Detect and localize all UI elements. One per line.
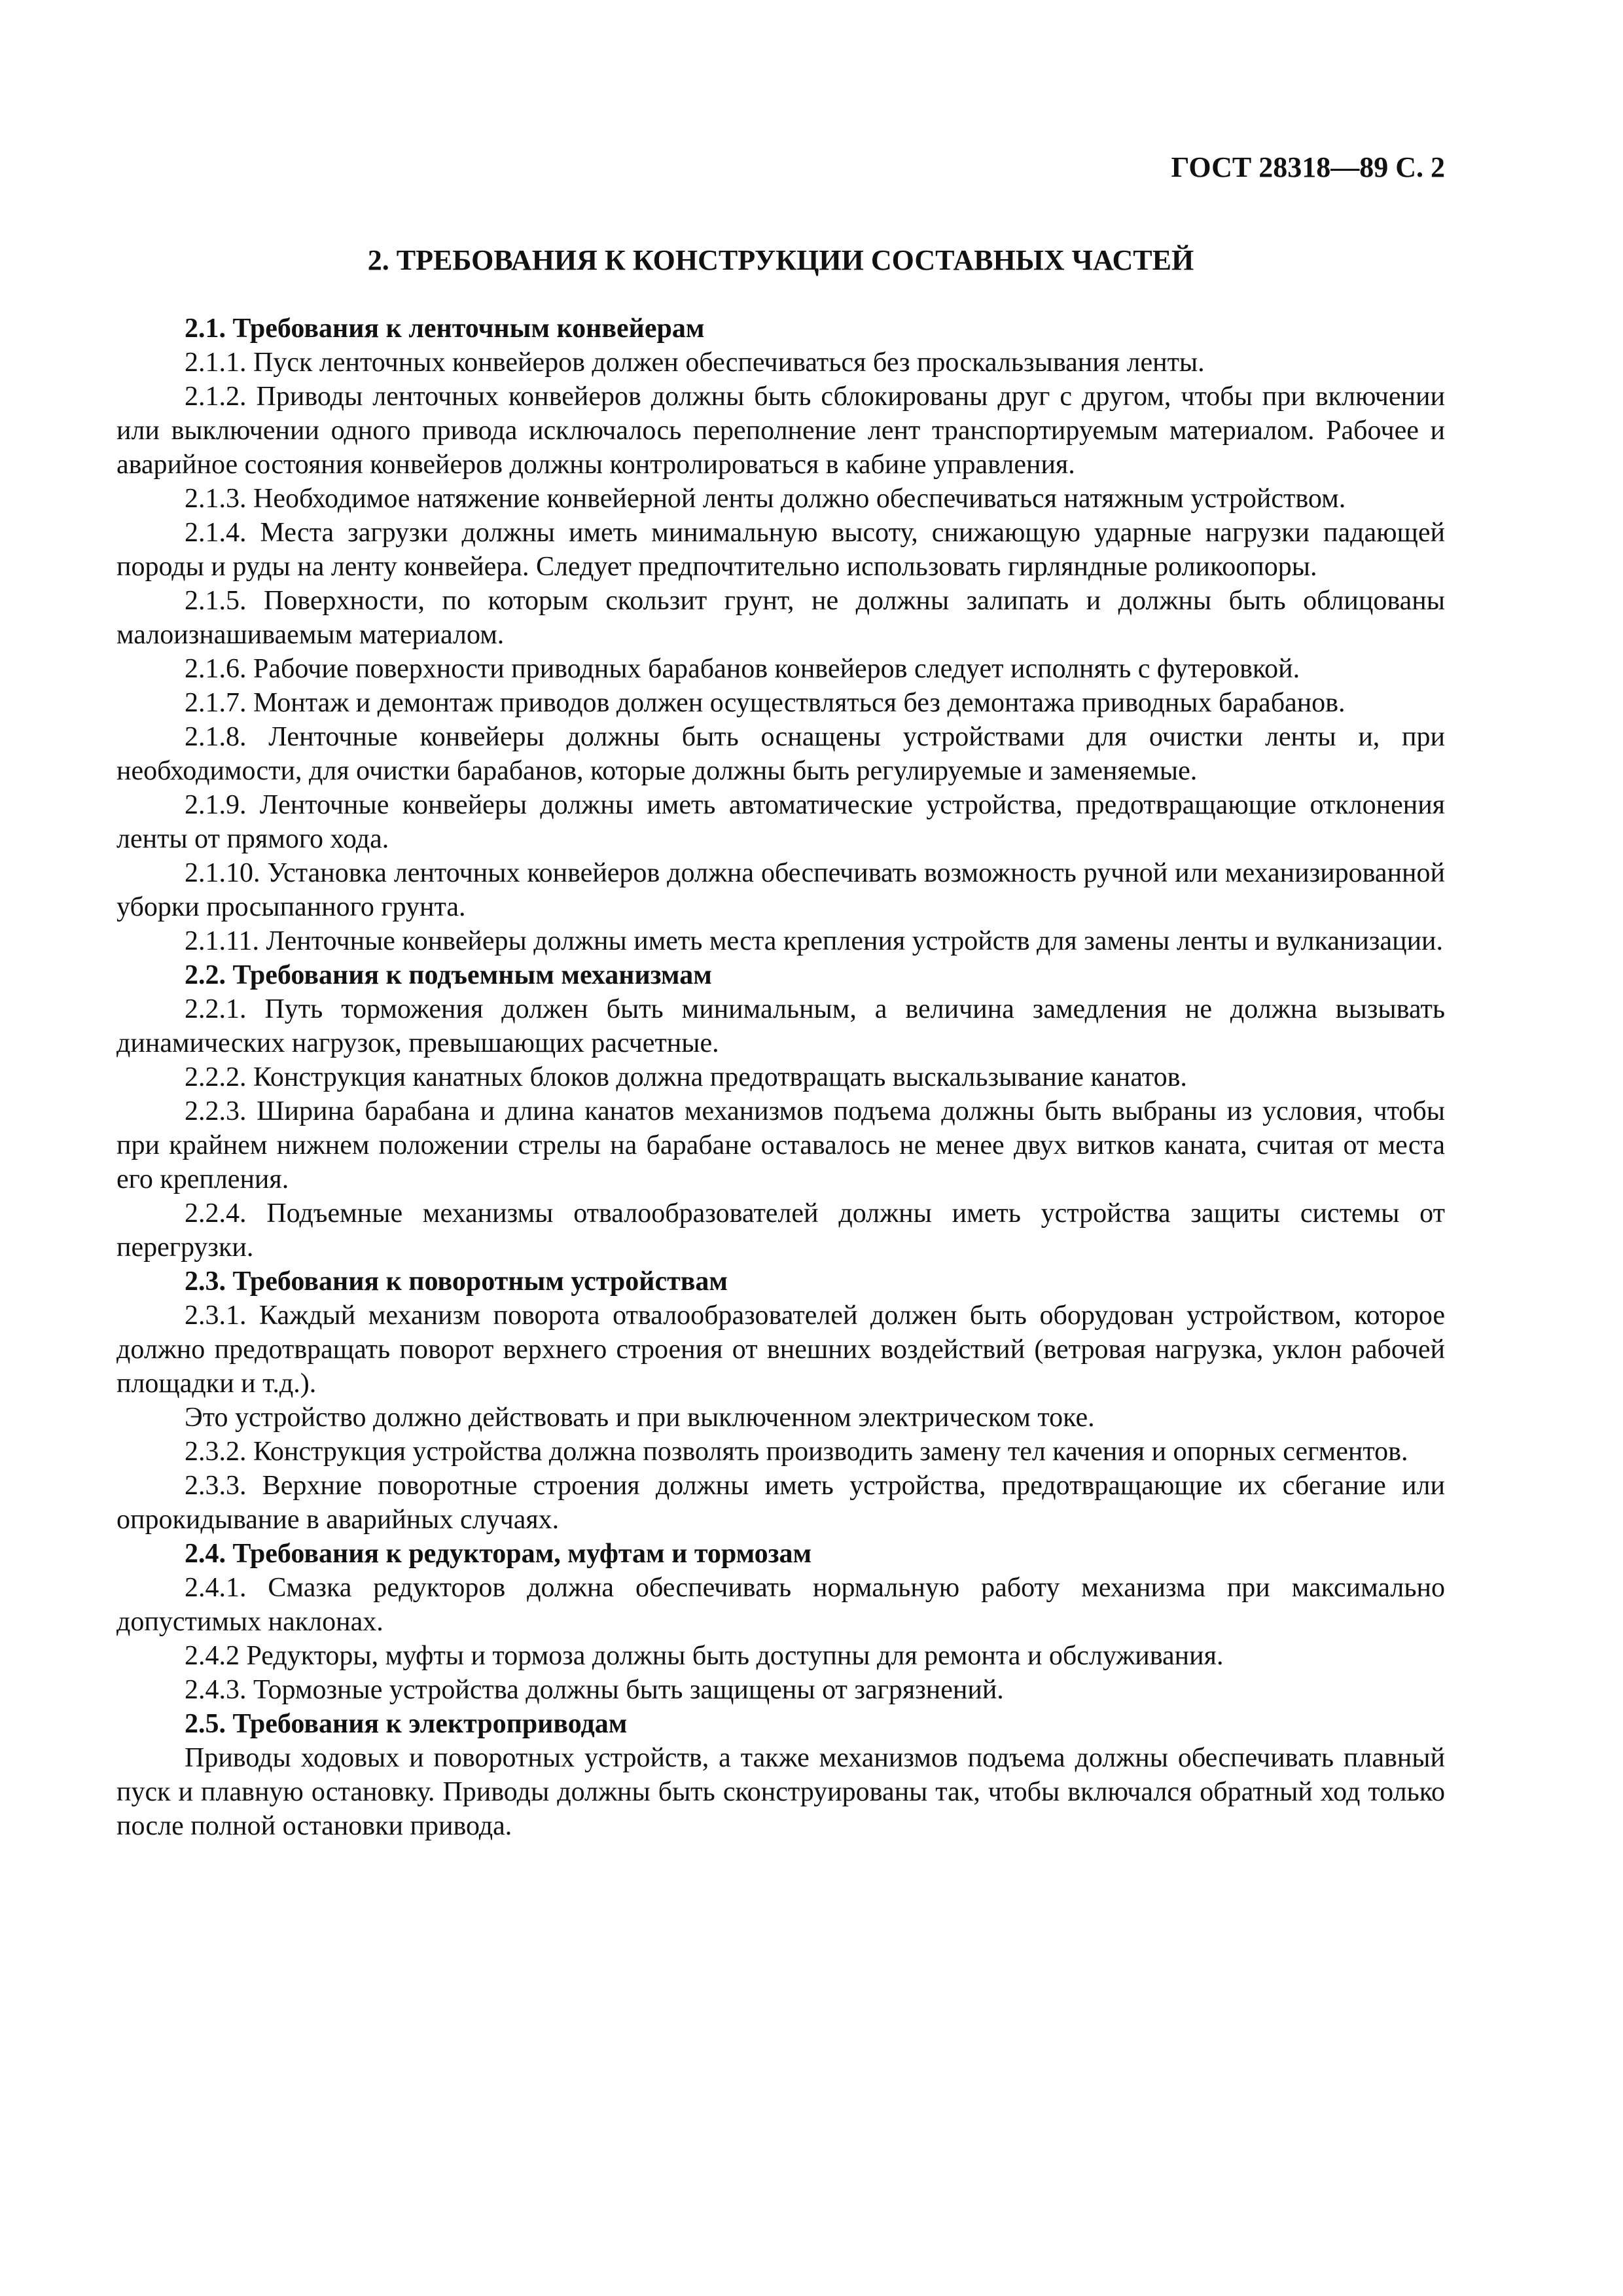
paragraph: 2.2.3. Ширина барабана и длина канатов механизмов подъема должны быть выбраны из условия, чтобы при крайнем нижнем положении стрелы на барабане оставалось не менее двух витков каната, считая от места его крепления. <box>116 1096 1445 1194</box>
section-title: 2. ТРЕБОВАНИЯ К КОНСТРУКЦИИ СОСТАВНЫХ ЧАСТЕЙ <box>367 244 1194 276</box>
subsection-heading: 2.3. Требования к поворотным устройствам <box>185 1266 728 1297</box>
paragraph: 2.3.2. Конструкция устройства должна позволять производить замену тел качения и опорных сегментов. <box>185 1437 1408 1467</box>
paragraph: Это устройство должно действовать и при выключенном электрическом токе. <box>185 1403 1095 1433</box>
paragraph: 2.1.7. Монтаж и демонтаж приводов должен осуществляться без демонтажа приводных барабанов. <box>185 688 1346 718</box>
paragraph: 2.4.1. Смазка редукторов должна обеспечивать нормальную работу механизма при максимально допустимых наклонах. <box>116 1573 1445 1637</box>
running-head: ГОСТ 28318—89 С. 2 <box>1171 151 1445 183</box>
subsection-heading: 2.5. Требования к электроприводам <box>185 1709 628 1739</box>
subsection-heading: 2.2. Требования к подъемным механизмам <box>185 960 712 990</box>
paragraph: 2.4.2 Редукторы, муфты и тормоза должны быть доступны для ремонта и обслуживания. <box>185 1641 1224 1671</box>
paragraph: 2.1.9. Ленточные конвейеры должны иметь автоматические устройства, предотвращающие отклонения ленты от прямого хода. <box>116 790 1445 854</box>
paragraph: 2.1.3. Необходимое натяжение конвейерной ленты должно обеспечиваться натяжным устройством. <box>185 484 1346 514</box>
paragraph: 2.1.5. Поверхности, по которым скользит грунт, не должны залипать и должны быть облицованы малоизнашиваемым материалом. <box>116 586 1445 650</box>
paragraph: 2.3.3. Верхние поворотные строения должны иметь устройства, предотвращающие их сбегание или опрокидывание в аварийных случаях. <box>116 1471 1445 1535</box>
subsection-heading: 2.1. Требования к ленточным конвейерам <box>185 314 705 344</box>
paragraph: 2.2.2. Конструкция канатных блоков должна предотвращать выскальзывание канатов. <box>185 1062 1187 1092</box>
paragraph: 2.1.10. Установка ленточных конвейеров должна обеспечивать возможность ручной или механизированной уборки просыпанного грунта. <box>116 858 1445 922</box>
paragraph: 2.1.8. Ленточные конвейеры должны быть оснащены устройствами для очистки ленты и, при необходимости, для очистки барабанов, которые должны быть регулируемые и заменяемые. <box>116 722 1445 786</box>
paragraph: 2.2.4. Подъемные механизмы отвалообразователей должны иметь устройства защиты системы от перегрузки. <box>116 1198 1445 1263</box>
paragraph: Приводы ходовых и поворотных устройств, а также механизмов подъема должны обеспечивать плавный пуск и плавную остановку. Приводы должны быть сконструированы так, чтобы включался обратный ход только после полной остановки привода. <box>116 1743 1445 1841</box>
paragraph: 2.1.2. Приводы ленточных конвейеров должны быть сблокированы друг с другом, чтобы при включении или выключении одного привода исключалось переполнение лент транспортируемым материалом. Рабочее и аварийное состояния конвейеров должны контролироваться в кабине управления. <box>116 382 1445 480</box>
paragraph: 2.1.4. Места загрузки должны иметь минимальную высоту, снижающую ударные нагрузки падающей породы и руды на ленту конвейера. Следует предпочтительно использовать гирляндные роликоопоры. <box>116 518 1445 582</box>
paragraph: 2.1.1. Пуск ленточных конвейеров должен обеспечиваться без проскальзывания ленты. <box>185 348 1205 378</box>
paragraph: 2.2.1. Путь торможения должен быть минимальным, а величина замедления не должна вызывать динамических нагрузок, превышающих расчетные. <box>116 994 1445 1058</box>
paragraph: 2.3.1. Каждый механизм поворота отвалообразователей должен быть оборудован устройством, которое должно предотвращать поворот верхнего строения от внешних воздействий (ветровая нагрузка, уклон рабочей площадки и т.д.). <box>116 1300 1445 1399</box>
document-page <box>116 151 1445 1843</box>
paragraph: 2.4.3. Тормозные устройства должны быть защищены от загрязнений. <box>185 1675 1004 1705</box>
paragraph: 2.1.6. Рабочие поверхности приводных барабанов конвейеров следует исполнять с футеровкой. <box>185 654 1300 684</box>
subsection-heading: 2.4. Требования к редукторам, муфтам и тормозам <box>185 1539 812 1569</box>
paragraph: 2.1.11. Ленточные конвейеры должны иметь места крепления устройств для замены ленты и вулканизации. <box>185 926 1444 956</box>
